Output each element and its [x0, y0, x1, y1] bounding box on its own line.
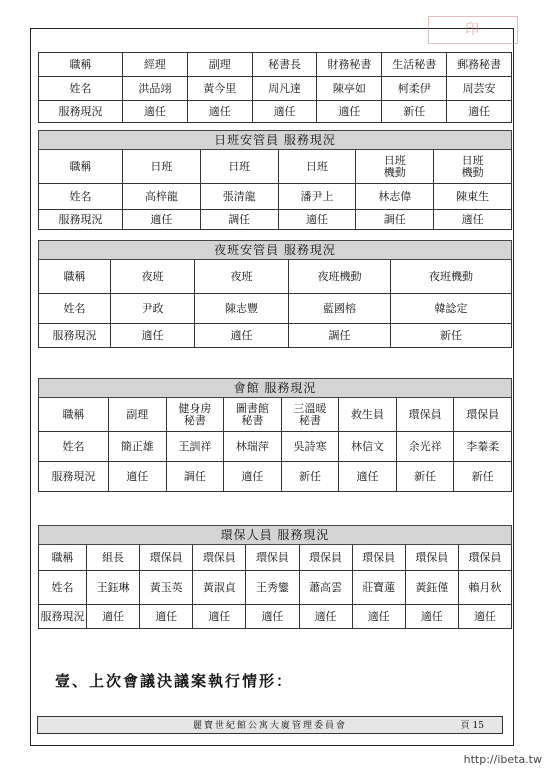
cell-header: 圖書館 秘書 — [224, 398, 282, 432]
cleaning-staff-table — [38, 525, 512, 629]
cell-name: 林瑞萍 — [224, 432, 282, 462]
cell-header: 日班 — [200, 150, 278, 184]
table-row — [39, 605, 512, 629]
cell-name: 黃玉英 — [140, 571, 193, 605]
management-staff-table — [38, 52, 512, 123]
table-title-row — [39, 241, 512, 260]
table-row — [39, 184, 512, 210]
cell-header: 健身房 秘書 — [166, 398, 224, 432]
cell-status: 適任 — [195, 324, 289, 348]
cell-label: 姓名 — [39, 184, 123, 210]
cell-header: 職稱 — [39, 53, 123, 77]
cell-header: 日班 機動 — [434, 150, 512, 184]
cell-header: 環保員 — [454, 398, 512, 432]
table-row — [39, 210, 512, 230]
cell-name: 潘尹上 — [278, 184, 356, 210]
cell-name: 蕭高雲 — [299, 571, 352, 605]
cell-name: 李蓁柔 — [454, 432, 512, 462]
cell-label: 姓名 — [39, 432, 109, 462]
table-title-row — [39, 131, 512, 150]
cell-header: 夜班機動 — [289, 260, 391, 294]
cell-status: 適任 — [87, 605, 140, 629]
cell-header: 救生員 — [339, 398, 397, 432]
table-row — [39, 571, 512, 605]
cell-status: 調任 — [200, 210, 278, 230]
cell-name: 簡正雄 — [109, 432, 167, 462]
cell-status: 適任 — [246, 605, 299, 629]
cell-status: 適任 — [109, 462, 167, 492]
table-row — [39, 260, 512, 294]
cell-status: 新任 — [454, 462, 512, 492]
table-row — [39, 150, 512, 184]
cell-name: 尹政 — [111, 294, 195, 324]
cell-name: 黃今里 — [187, 77, 252, 101]
cell-header: 經理 — [123, 53, 188, 77]
cell-status: 適任 — [447, 101, 512, 123]
cell-status: 適任 — [405, 605, 458, 629]
cell-name: 洪品翊 — [123, 77, 188, 101]
cell-header: 環保員 — [246, 545, 299, 571]
cell-status: 適任 — [434, 210, 512, 230]
cell-status: 調任 — [289, 324, 391, 348]
cell-status: 適任 — [299, 605, 352, 629]
cell-status: 新任 — [396, 462, 454, 492]
cell-status: 適任 — [278, 210, 356, 230]
cell-header: 夜班 — [111, 260, 195, 294]
cell-header: 秘書長 — [252, 53, 317, 77]
cell-status: 適任 — [352, 605, 405, 629]
cell-header: 日班 機動 — [356, 150, 434, 184]
cell-header: 郵務秘書 — [447, 53, 512, 77]
cell-label: 姓名 — [39, 294, 111, 324]
table-title-row — [39, 526, 512, 545]
cell-name: 余光祥 — [396, 432, 454, 462]
table-title: 日班安管員 服務現況 — [39, 131, 512, 150]
cell-status: 適任 — [111, 324, 195, 348]
cell-name: 黃淑貞 — [193, 571, 246, 605]
cell-status: 適任 — [339, 462, 397, 492]
cell-name: 黃鈺僅 — [405, 571, 458, 605]
cell-status: 適任 — [140, 605, 193, 629]
cell-header: 職稱 — [39, 260, 111, 294]
clubhouse-staff-table — [38, 378, 512, 492]
cell-header: 環保員 — [458, 545, 511, 571]
cell-status: 新任 — [391, 324, 512, 348]
cell-status: 新任 — [281, 462, 339, 492]
cell-status: 適任 — [123, 101, 188, 123]
table-row — [39, 432, 512, 462]
cell-status: 調任 — [356, 210, 434, 230]
cell-header: 副理 — [109, 398, 167, 432]
night-security-table — [38, 240, 512, 348]
cell-header: 三溫暖 秘書 — [281, 398, 339, 432]
cell-name: 周凡達 — [252, 77, 317, 101]
cell-header: 環保員 — [352, 545, 405, 571]
cell-status: 適任 — [123, 210, 201, 230]
section-heading: 壹、上次會議決議案執行情形： — [55, 672, 294, 690]
table-title: 夜班安管員 服務現況 — [39, 241, 512, 260]
cell-name: 陳東生 — [434, 184, 512, 210]
cell-header: 環保員 — [140, 545, 193, 571]
table-title: 環保人員 服務現況 — [39, 526, 512, 545]
cell-label: 服務現況 — [39, 605, 87, 629]
cell-header: 職稱 — [39, 398, 109, 432]
cell-header: 環保員 — [299, 545, 352, 571]
cell-status: 適任 — [458, 605, 511, 629]
table-row — [39, 77, 512, 101]
cell-header: 生活秘書 — [382, 53, 447, 77]
table-row — [39, 462, 512, 492]
cell-status: 適任 — [193, 605, 246, 629]
cell-name: 張清龍 — [200, 184, 278, 210]
cell-header: 組長 — [87, 545, 140, 571]
cell-name: 高梓龍 — [123, 184, 201, 210]
cell-name: 藍國榕 — [289, 294, 391, 324]
cell-status: 適任 — [224, 462, 282, 492]
cell-status: 新任 — [382, 101, 447, 123]
cell-name: 林信文 — [339, 432, 397, 462]
table-title-row — [39, 379, 512, 398]
table-row — [39, 53, 512, 77]
table-row — [39, 294, 512, 324]
cell-name: 韓諗定 — [391, 294, 512, 324]
cell-label: 姓名 — [39, 571, 87, 605]
cell-label: 服務現況 — [39, 324, 111, 348]
cell-name: 王鈺琳 — [87, 571, 140, 605]
cell-name: 陳志豐 — [195, 294, 289, 324]
cell-header: 副理 — [187, 53, 252, 77]
cell-status: 調任 — [166, 462, 224, 492]
cell-status: 適任 — [317, 101, 382, 123]
cell-name: 王秀鑾 — [246, 571, 299, 605]
cell-name: 林志偉 — [356, 184, 434, 210]
cell-name: 柯柔伊 — [382, 77, 447, 101]
red-seal-stamp: 印 — [428, 16, 518, 44]
cell-header: 夜班 — [195, 260, 289, 294]
watermark: http://ibeta.tw — [463, 753, 542, 766]
cell-name: 王訓祥 — [166, 432, 224, 462]
table-row — [39, 324, 512, 348]
footer-title: 麗寶世紀館公寓大廈管理委員會 — [192, 721, 347, 731]
cell-header: 日班 — [278, 150, 356, 184]
cell-header: 財務秘書 — [317, 53, 382, 77]
table-row — [39, 398, 512, 432]
cell-header: 日班 — [123, 150, 201, 184]
cell-header: 職稱 — [39, 545, 87, 571]
cell-name: 陳亭如 — [317, 77, 382, 101]
day-security-table — [38, 130, 512, 230]
footer-bar — [37, 716, 503, 734]
cell-name: 賴月秋 — [458, 571, 511, 605]
cell-status: 適任 — [187, 101, 252, 123]
cell-name: 吳詩寒 — [281, 432, 339, 462]
page-number: 頁 15 — [460, 721, 484, 731]
cell-label: 服務現況 — [39, 462, 109, 492]
cell-header: 環保員 — [405, 545, 458, 571]
cell-label: 服務現況 — [39, 101, 123, 123]
table-title: 會館 服務現況 — [39, 379, 512, 398]
cell-header: 夜班機動 — [391, 260, 512, 294]
cell-name: 莊寶蓮 — [352, 571, 405, 605]
cell-name: 周芸安 — [447, 77, 512, 101]
cell-header: 環保員 — [396, 398, 454, 432]
cell-label: 服務現況 — [39, 210, 123, 230]
table-row — [39, 101, 512, 123]
cell-label: 姓名 — [39, 77, 123, 101]
table-row — [39, 545, 512, 571]
cell-header: 職稱 — [39, 150, 123, 184]
cell-header: 環保員 — [193, 545, 246, 571]
cell-status: 適任 — [252, 101, 317, 123]
